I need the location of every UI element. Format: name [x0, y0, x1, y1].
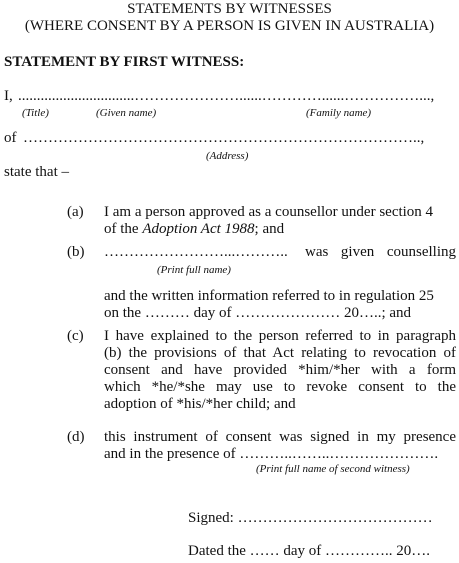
- item-b-text: was given counselling: [305, 244, 456, 260]
- section-title: STATEMENT BY FIRST WITNESS:: [4, 54, 245, 70]
- state-that: state that –: [4, 164, 69, 180]
- item-b-cont-2: on the ……… day of ………………… 20…..; and: [104, 305, 412, 321]
- item-d-line-2[interactable]: and in the presence of ………..……..………………….: [104, 446, 439, 462]
- print-full-name-label: (Print full name): [157, 264, 231, 276]
- address-field[interactable]: ……………………………………………………………………..,: [23, 130, 425, 146]
- item-d-line-1: this instrument of consent was signed in my presence: [104, 429, 456, 445]
- heading-line-2: (WHERE CONSENT BY A PERSON IS GIVEN IN AUSTRALIA): [24, 18, 435, 34]
- item-c-line-5: adoption of *his/*her child; and: [104, 396, 296, 412]
- second-witness-name-label: (Print full name of second witness): [256, 463, 410, 475]
- adoption-act-title: Adoption Act 1988: [142, 221, 255, 237]
- item-a-line-2-pre: of the: [104, 221, 143, 237]
- family-name-label: (Family name): [306, 107, 372, 119]
- counselled-person-name-field[interactable]: ……………………...………..: [104, 244, 288, 260]
- title-label: (Title): [22, 107, 49, 119]
- item-d-marker: (d): [67, 429, 85, 445]
- item-a-marker: (a): [67, 204, 84, 220]
- address-line-prefix: of: [4, 130, 17, 146]
- item-c-line-2: (b) the provisions of that Act relating to revocation of: [104, 345, 456, 361]
- item-a-line-2-post: ; and: [254, 221, 285, 237]
- item-c-line-4: which *he/*she may use to revoke consent to the: [104, 379, 456, 395]
- item-c-line-1: I have explained to the person referred to in paragraph: [104, 328, 456, 344]
- item-a-line-2: [104, 221, 284, 238]
- address-label: (Address): [206, 150, 249, 162]
- item-b-marker: (b): [67, 244, 85, 260]
- date-field[interactable]: Dated the …… day of ………….. 20….: [188, 543, 431, 559]
- item-a-line-1: I am a person approved as a counsellor under section 4: [104, 204, 434, 220]
- signature-field[interactable]: Signed: …………………………………: [188, 510, 433, 526]
- given-name-label: (Given name): [96, 107, 157, 119]
- name-line-prefix: I,: [4, 88, 13, 104]
- item-c-line-3: consent and have provided *him/*her with a form: [104, 362, 456, 378]
- item-b-cont-1: and the written information referred to in regulation 25: [104, 288, 434, 304]
- heading-line-1: STATEMENTS BY WITNESSES: [127, 1, 332, 17]
- name-line-field[interactable]: ...............................…………………......…………......……………...,: [18, 88, 435, 104]
- item-c-marker: (c): [67, 328, 84, 344]
